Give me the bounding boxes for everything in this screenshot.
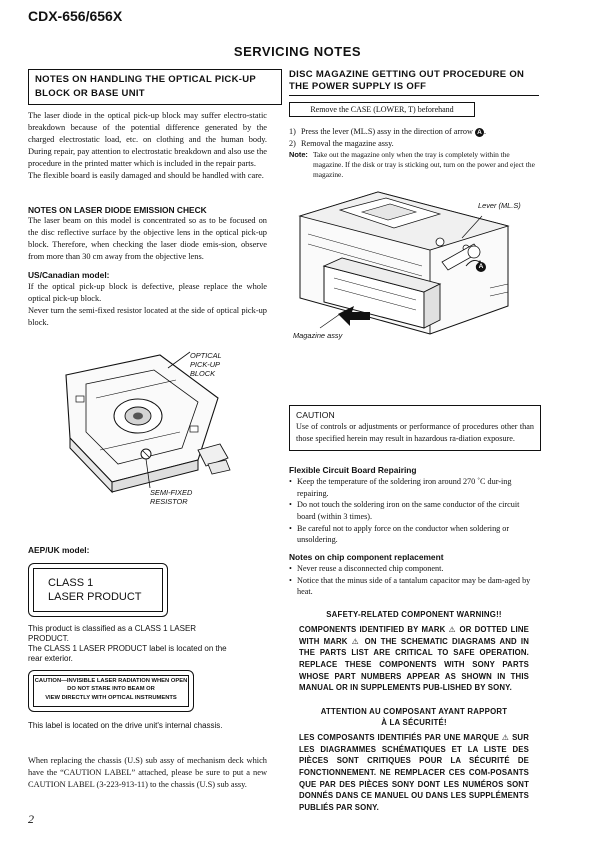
step-2-text: Removal the magazine assy.: [301, 138, 394, 148]
us-canadian-paragraph-2: Never turn the semi-fixed resistor located at the side of optical pick-up block.: [28, 305, 267, 327]
step-1-number: 1): [289, 127, 296, 136]
us-canadian-heading: US/Canadian model:: [28, 270, 110, 280]
lever-label: Lever (ML.S): [478, 201, 521, 210]
flex-board-item-text: Be careful not to apply force on the conductor when soldering or unsoldering.: [297, 523, 510, 545]
flex-board-item-text: Do not touch the soldering iron on the same conductor of the circuit board (within 3 times).: [297, 500, 520, 521]
caution-text: Use of controls or adjustments or performance of procedures other than those specified herein may result in hazardous ra-diation exposure.: [296, 422, 534, 444]
procedure-step-1: 1) Press the lever (ML.S) assy in the direction of arrow A .: [289, 127, 486, 136]
chip-component-item-2: • Notice that the minus side of a tantalum capacitor may be dam-aged by heat.: [289, 575, 537, 598]
caution-label-description: This label is located on the drive unit's internal chassis.: [28, 721, 223, 730]
attention-title: ATTENTION AU COMPOSANT AYANT RAPPORT À LA SÉCURITÉ!: [320, 707, 508, 728]
step-2-number: 2): [289, 138, 296, 148]
flex-board-item-2: • Do not touch the soldering iron on the same conductor of the circuit board (within 3 times).: [289, 499, 537, 522]
heading-rule: [289, 95, 539, 96]
class1-label-description: This product is classified as a CLASS 1 LASER PRODUCT. The CLASS 1 LASER PRODUCT label is located on the rear exterior.: [28, 624, 227, 663]
attention-text: LES COMPOSANTS IDENTIFIÉS PAR UNE MARQUE ⚠ SUR LES DIAGRAMMES SCHÉMATIQUES ET LA LISTE DES PIÈCES SONT CRITIQUES POUR LA SÉCURITÉ DE FONCTIONNEMENT. NE REMPLACER CES COM-POSANTS QUE PAR DES PIÈCES SONY DONT LES NUMÉROS SONT DONNÉS DANS CE MANUEL OU DANS LES SUPPLÉMENTS PUBLIÉS PAR SONY.: [299, 733, 529, 813]
chip-component-heading: Notes on chip component replacement: [289, 552, 444, 562]
us-canadian-text: [28, 281, 267, 329]
arrow-a-marker: A: [475, 128, 484, 137]
caution-label-text: CAUTION—INVISIBLE LASER RADIATION WHEN OPEN DO NOT STARE INTO BEAM OR VIEW DIRECTLY WITH OPTICAL INSTRUMENTS: [33, 675, 189, 707]
procedure-step-2: [289, 138, 539, 150]
chip-component-item-text: Never reuse a disconnected chip component.: [297, 564, 444, 573]
step-1-text: Press the lever (ML.S) assy in the direction of arrow: [301, 127, 473, 136]
page-number: 2: [28, 812, 34, 826]
chip-component-list: [289, 563, 537, 598]
page-title: SERVICING NOTES: [233, 44, 362, 59]
model-number: CDX-656/656X: [28, 8, 123, 24]
optical-pickup-block-label: OPTICAL PICK-UP BLOCK: [190, 351, 222, 378]
flex-board-item-3: • Be careful not to apply force on the conductor when soldering or unsoldering.: [289, 523, 537, 546]
aep-uk-heading: AEP/UK model:: [28, 545, 90, 555]
chassis-replacement-text: When replacing the chassis (U.S) sub assy of mechanism deck which have the “CAUTION LABEL” attached, please be sure to put a new CAUTION LABEL (3-223-913-11) to the chassis (U.S) sub assy.: [28, 756, 267, 789]
safety-warning-title: SAFETY-RELATED COMPONENT WARNING!!: [326, 610, 502, 619]
laser-check-text: The laser beam on this model is concentrated so as to be focused on the disc reflective surface by the objective lens in the optical pick-up block. Therefore, when checking the laser diode emis-sion, observe from more than 30 cm away from the objective lens.: [28, 216, 267, 261]
procedure-steps: [289, 126, 539, 150]
magazine-assy-label: Magazine assy: [293, 331, 343, 340]
class1-label-line1: CLASS 1: [48, 577, 94, 589]
flex-board-list: [289, 476, 537, 546]
semi-fixed-resistor-label: SEMI-FIXED RESISTOR: [150, 488, 193, 506]
class1-label-frame: [28, 563, 168, 617]
class1-label-inner: [33, 568, 163, 612]
optical-handling-text: [28, 110, 267, 182]
optical-handling-heading: NOTES ON HANDLING THE OPTICAL PICK-UP BLOCK OR BASE UNIT: [28, 69, 282, 105]
remove-case-box: Remove the CASE (LOWER, T) beforehand: [289, 102, 475, 117]
chip-component-item-text: Notice that the minus side of a tantalum capacitor may be dam-aged by heat.: [297, 575, 531, 597]
flex-board-item-1: • Keep the temperature of the soldering iron around 270 ˚C dur-ing repairing.: [289, 476, 537, 499]
optical-handling-paragraph-1: The laser diode in the optical pick-up block may suffer electro-static breakdown because of the potential difference generated by the charged electrostatic load, etc. on clothing and the human body. During repair, pay attention to electrostatic breakdown and also use the procedure in the printed matter which is included in the repair parts.: [28, 111, 267, 168]
caution-label-frame: [28, 670, 194, 712]
flex-board-item-text: Keep the temperature of the soldering iron around 270 ˚C dur-ing repairing.: [297, 477, 512, 498]
caution-title: CAUTION: [296, 410, 335, 420]
optical-handling-paragraph-2: The flexible board is easily damaged and should be handled with care.: [28, 170, 264, 180]
laser-check-heading: NOTES ON LASER DIODE EMISSION CHECK: [28, 205, 207, 215]
chip-component-item-1: • Never reuse a disconnected chip component.: [289, 564, 444, 573]
us-canadian-paragraph-1: If the optical pick-up block is defective, please replace the whole optical pick-up block.: [28, 282, 267, 303]
flex-board-heading: Flexible Circuit Board Repairing: [289, 465, 417, 475]
disc-magazine-heading: DISC MAGAZINE GETTING OUT PROCEDURE ON THE POWER SUPPLY IS OFF: [289, 69, 525, 93]
procedure-note: [289, 150, 539, 180]
caution-box: [289, 405, 541, 451]
safety-warning-text: COMPONENTS IDENTIFIED BY MARK ⚠ OR DOTTED LINE WITH MARK ⚠ ON THE SCHEMATIC DIAGRAMS AND IN THE PARTS LIST ARE CRITICAL TO SAFE OPERATION. REPLACE THESE COMPONENTS WITH SONY PARTS WHOSE PART NUMBERS APPEAR AS SHOWN IN THIS MANUAL OR IN SUPPLEMENTS PUB-LISHED BY SONY.: [299, 625, 529, 693]
magazine-mechanism-diagram: [290, 188, 540, 353]
note-label: Note:: [289, 150, 308, 159]
diagram-marker-a: A: [476, 262, 486, 272]
note-text: Take out the magazine only when the tray is completely within the magazine. If the disk or tray is sticking out, turn on the power and eject the magazine.: [313, 150, 535, 179]
class1-label-line2: LASER PRODUCT: [48, 591, 142, 603]
